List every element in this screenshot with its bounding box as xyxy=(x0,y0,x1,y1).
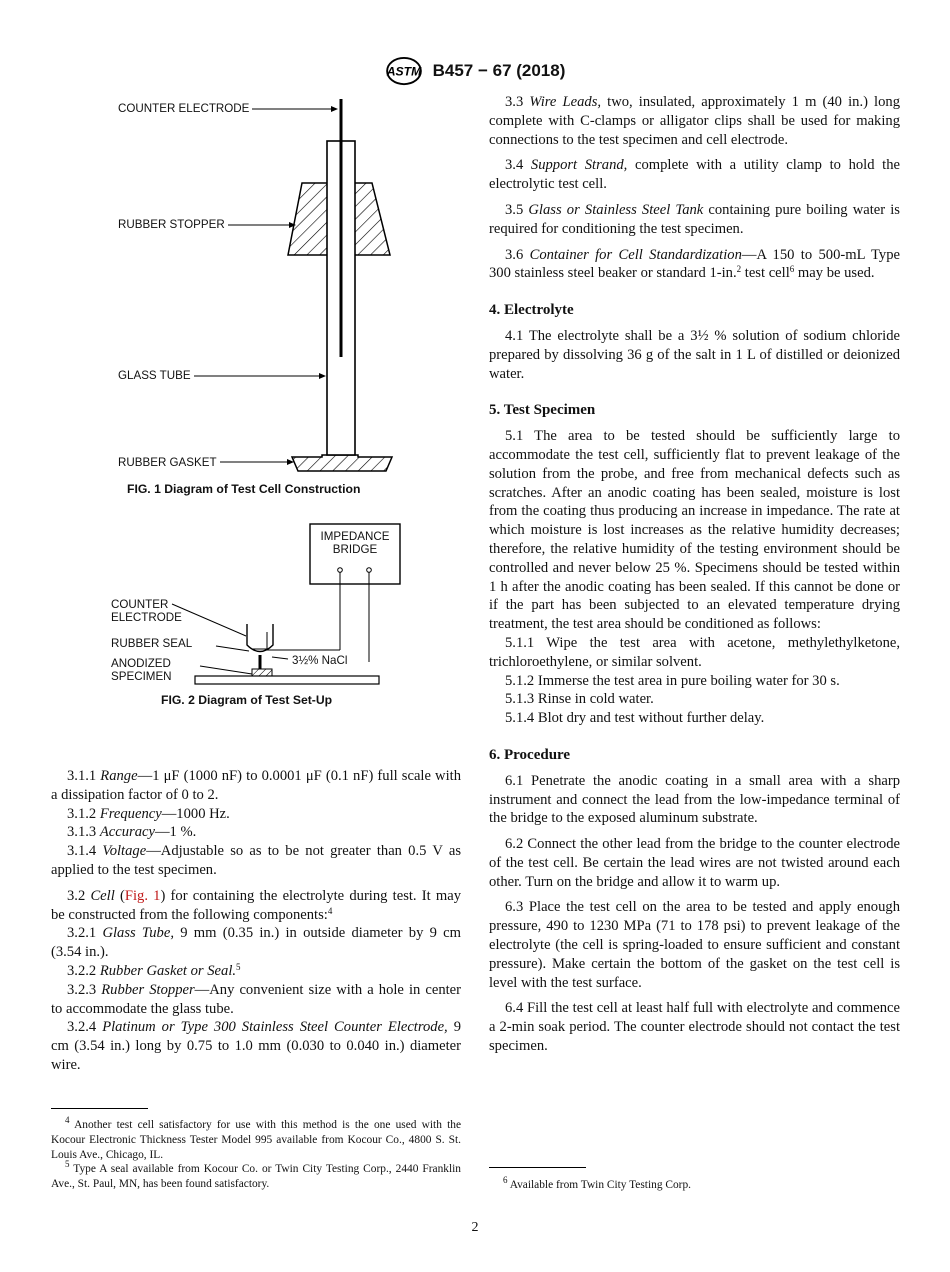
label-nacl: 3½% NaCl xyxy=(292,654,348,667)
figure-1-drawing xyxy=(110,95,410,480)
para-6-4: 6.4 Fill the test cell at least half full with electrolyte and commence a 2-min soak period. The counter electrode should not contact the test specimen. xyxy=(489,1000,900,1055)
label-impedance-bridge: IMPEDANCE BRIDGE xyxy=(320,530,390,556)
para-5-1-3: 5.1.3 Rinse in cold water. xyxy=(505,691,654,708)
para-5-1-2: 5.1.2 Immerse the test area in pure boiling water for 30 s. xyxy=(505,672,840,689)
fig-1-link[interactable]: Fig. 1 xyxy=(124,887,161,904)
label-counter-electrode-2: COUNTER ELECTRODE xyxy=(111,598,182,624)
label-anodized-specimen: ANODIZED SPECIMEN xyxy=(111,657,172,683)
astm-logo-icon xyxy=(385,56,423,86)
svg-text:ASTM: ASTM xyxy=(386,64,421,79)
rubber-seal-shape xyxy=(252,669,272,676)
para-3-2: 3.2 Cell (Fig. 1) for containing the electrolyte during test. It may be constructed from the following components:$^4$ xyxy=(51,887,462,923)
para-3-3: 3.3 Wire Leads, two, insulated, approximately 1 m (40 in.) long complete with C-clamps or alligator clips shall be used for making connections to the test specimen and cell electrode. xyxy=(489,94,901,148)
right-column xyxy=(489,93,900,1056)
para-3-6: 3.6 Container for Cell Standardization—A 150 to 500-mL Type 300 stainless steel beaker or standard 1-in.$^2$ test cell$^6$ may be used. xyxy=(489,246,900,282)
page-number: 2 xyxy=(471,1220,479,1235)
para-3-2-1: 3.2.1 Glass Tube, 9 mm (0.35 in.) in outside diameter by 9 cm (3.54 in.). xyxy=(51,925,461,961)
para-6-2: 6.2 Connect the other lead from the bridge to the counter electrode of the test cell. Be certain the lead wires are not twisted around each other. Turn on the bridge and allow it to warm up. xyxy=(489,836,900,890)
para-3-2-2: 3.2.2 Rubber Gasket or Seal.$^5$ xyxy=(67,961,241,979)
para-5-1-4: 5.1.4 Blot dry and test without further delay. xyxy=(505,710,765,727)
test-cell-shape xyxy=(247,624,273,652)
footnote-5: $^5$ Type A seal available from Kocour Co. or Twin City Testing Corp., 2440 Franklin Ave., St. Paul, MN, has been found satisfactory. xyxy=(51,1159,461,1190)
footnote-divider-left xyxy=(51,1108,148,1109)
label-rubber-seal: RUBBER SEAL xyxy=(111,637,193,650)
rubber-gasket-shape xyxy=(292,455,392,471)
specimen-plate xyxy=(195,676,379,684)
para-4-1: 4.1 The electrolyte shall be a 3½ % solution of sodium chloride prepared by dissolving 36 g of the salt in 1 L of distilled or deionized water. xyxy=(489,327,900,382)
para-3-1-1: 3.1.1 Range—1 μF (1000 nF) to 0.0001 μF (0.1 nF) full scale with a dissipation factor of 0 to 2. xyxy=(51,768,461,803)
para-3-5: 3.5 Glass or Stainless Steel Tank containing pure boiling water is required for conditioning the test specimen. xyxy=(489,201,900,237)
section-6-heading: 6. Procedure xyxy=(489,746,571,763)
figure-1-caption: FIG. 1 Diagram of Test Cell Construction xyxy=(127,482,361,496)
footnote-divider-right xyxy=(489,1167,586,1168)
para-5-1: 5.1 The area to be tested should be sufficiently large to accommodate the test cell, sufficiently flat to prevent leakage of the solution from the probe, and free from mechanical defects such as scratches. After an anodic coating has been sealed, moisture is lost from the coating thus producing an increase in impedance. The rate at which moisture is lost increases as the relative humidity decreases; therefore, the relative humidity of the testing environment should be controlled and never below 25 %. Specimens should be tested within 1 h after the anodic coating has been sealed. If this cannot be done or if the part has been subjected to an elevated temperature drying treatment, the test area should be conditioned as follows: xyxy=(489,428,900,633)
left-column xyxy=(51,767,461,1075)
label-counter-electrode: COUNTER ELECTRODE xyxy=(118,102,250,115)
page-header xyxy=(0,56,950,86)
para-3-1-4: 3.1.4 Voltage—Adjustable so as to be not greater than 0.5 V as applied to the test specimen. xyxy=(51,843,461,878)
para-3-4: 3.4 Support Strand, complete with a utility clamp to hold the electrolytic test cell. xyxy=(489,157,900,193)
standard-designation: B457 − 67 (2018) xyxy=(432,61,566,80)
label-rubber-gasket: RUBBER GASKET xyxy=(118,456,217,469)
para-6-1: 6.1 Penetrate the anodic coating in a small area with a sharp instrument and connect the lead from the low-impedance terminal of the bridge to the exposed aluminum substrate. xyxy=(489,772,900,827)
section-4-heading: 4. Electrolyte xyxy=(489,302,574,319)
section-5-heading: 5. Test Specimen xyxy=(489,402,596,419)
para-3-2-4: 3.2.4 Platinum or Type 300 Stainless Steel Counter Electrode, 9 cm (3.54 in.) long by 0.75 to 1.0 mm (0.030 to 0.040 in.) diameter wire. xyxy=(51,1019,461,1073)
para-3-1-2: 3.1.2 Frequency—1000 Hz. xyxy=(67,805,230,822)
figure-2-caption: FIG. 2 Diagram of Test Set-Up xyxy=(161,693,333,707)
para-6-3: 6.3 Place the test cell on the area to be tested and apply enough pressure, 490 to 1230 MPa (71 to 178 psi) to prevent leakage of the electrolyte (the cell is spring-loaded to ensure sufficient and constant pressure). Make certain the bottom of the gasket on the test cell is level with the test surface. xyxy=(489,899,900,991)
para-3-2-3: 3.2.3 Rubber Stopper—Any convenient size with a hole in center to accommodate the glass tube. xyxy=(51,981,462,1017)
label-glass-tube: GLASS TUBE xyxy=(118,369,191,382)
para-5-1-1: 5.1.1 Wipe the test area with acetone, methylethylketone, trichloroethylene, or similar solvent. xyxy=(489,634,900,670)
footnote-4: $^4$ Another test cell satisfactory for use with this method is the one used with the Kocour Electronic Thickness Tester Model 995 available from Kocour Co., 4800 S. St. Louis Ave., Chicago, IL. xyxy=(51,1115,461,1161)
footnote-6: $^6$ Available from Twin City Testing Corp. xyxy=(503,1175,691,1191)
label-rubber-stopper: RUBBER STOPPER xyxy=(118,218,225,231)
para-3-1-3: 3.1.3 Accuracy—1 %. xyxy=(67,824,197,841)
